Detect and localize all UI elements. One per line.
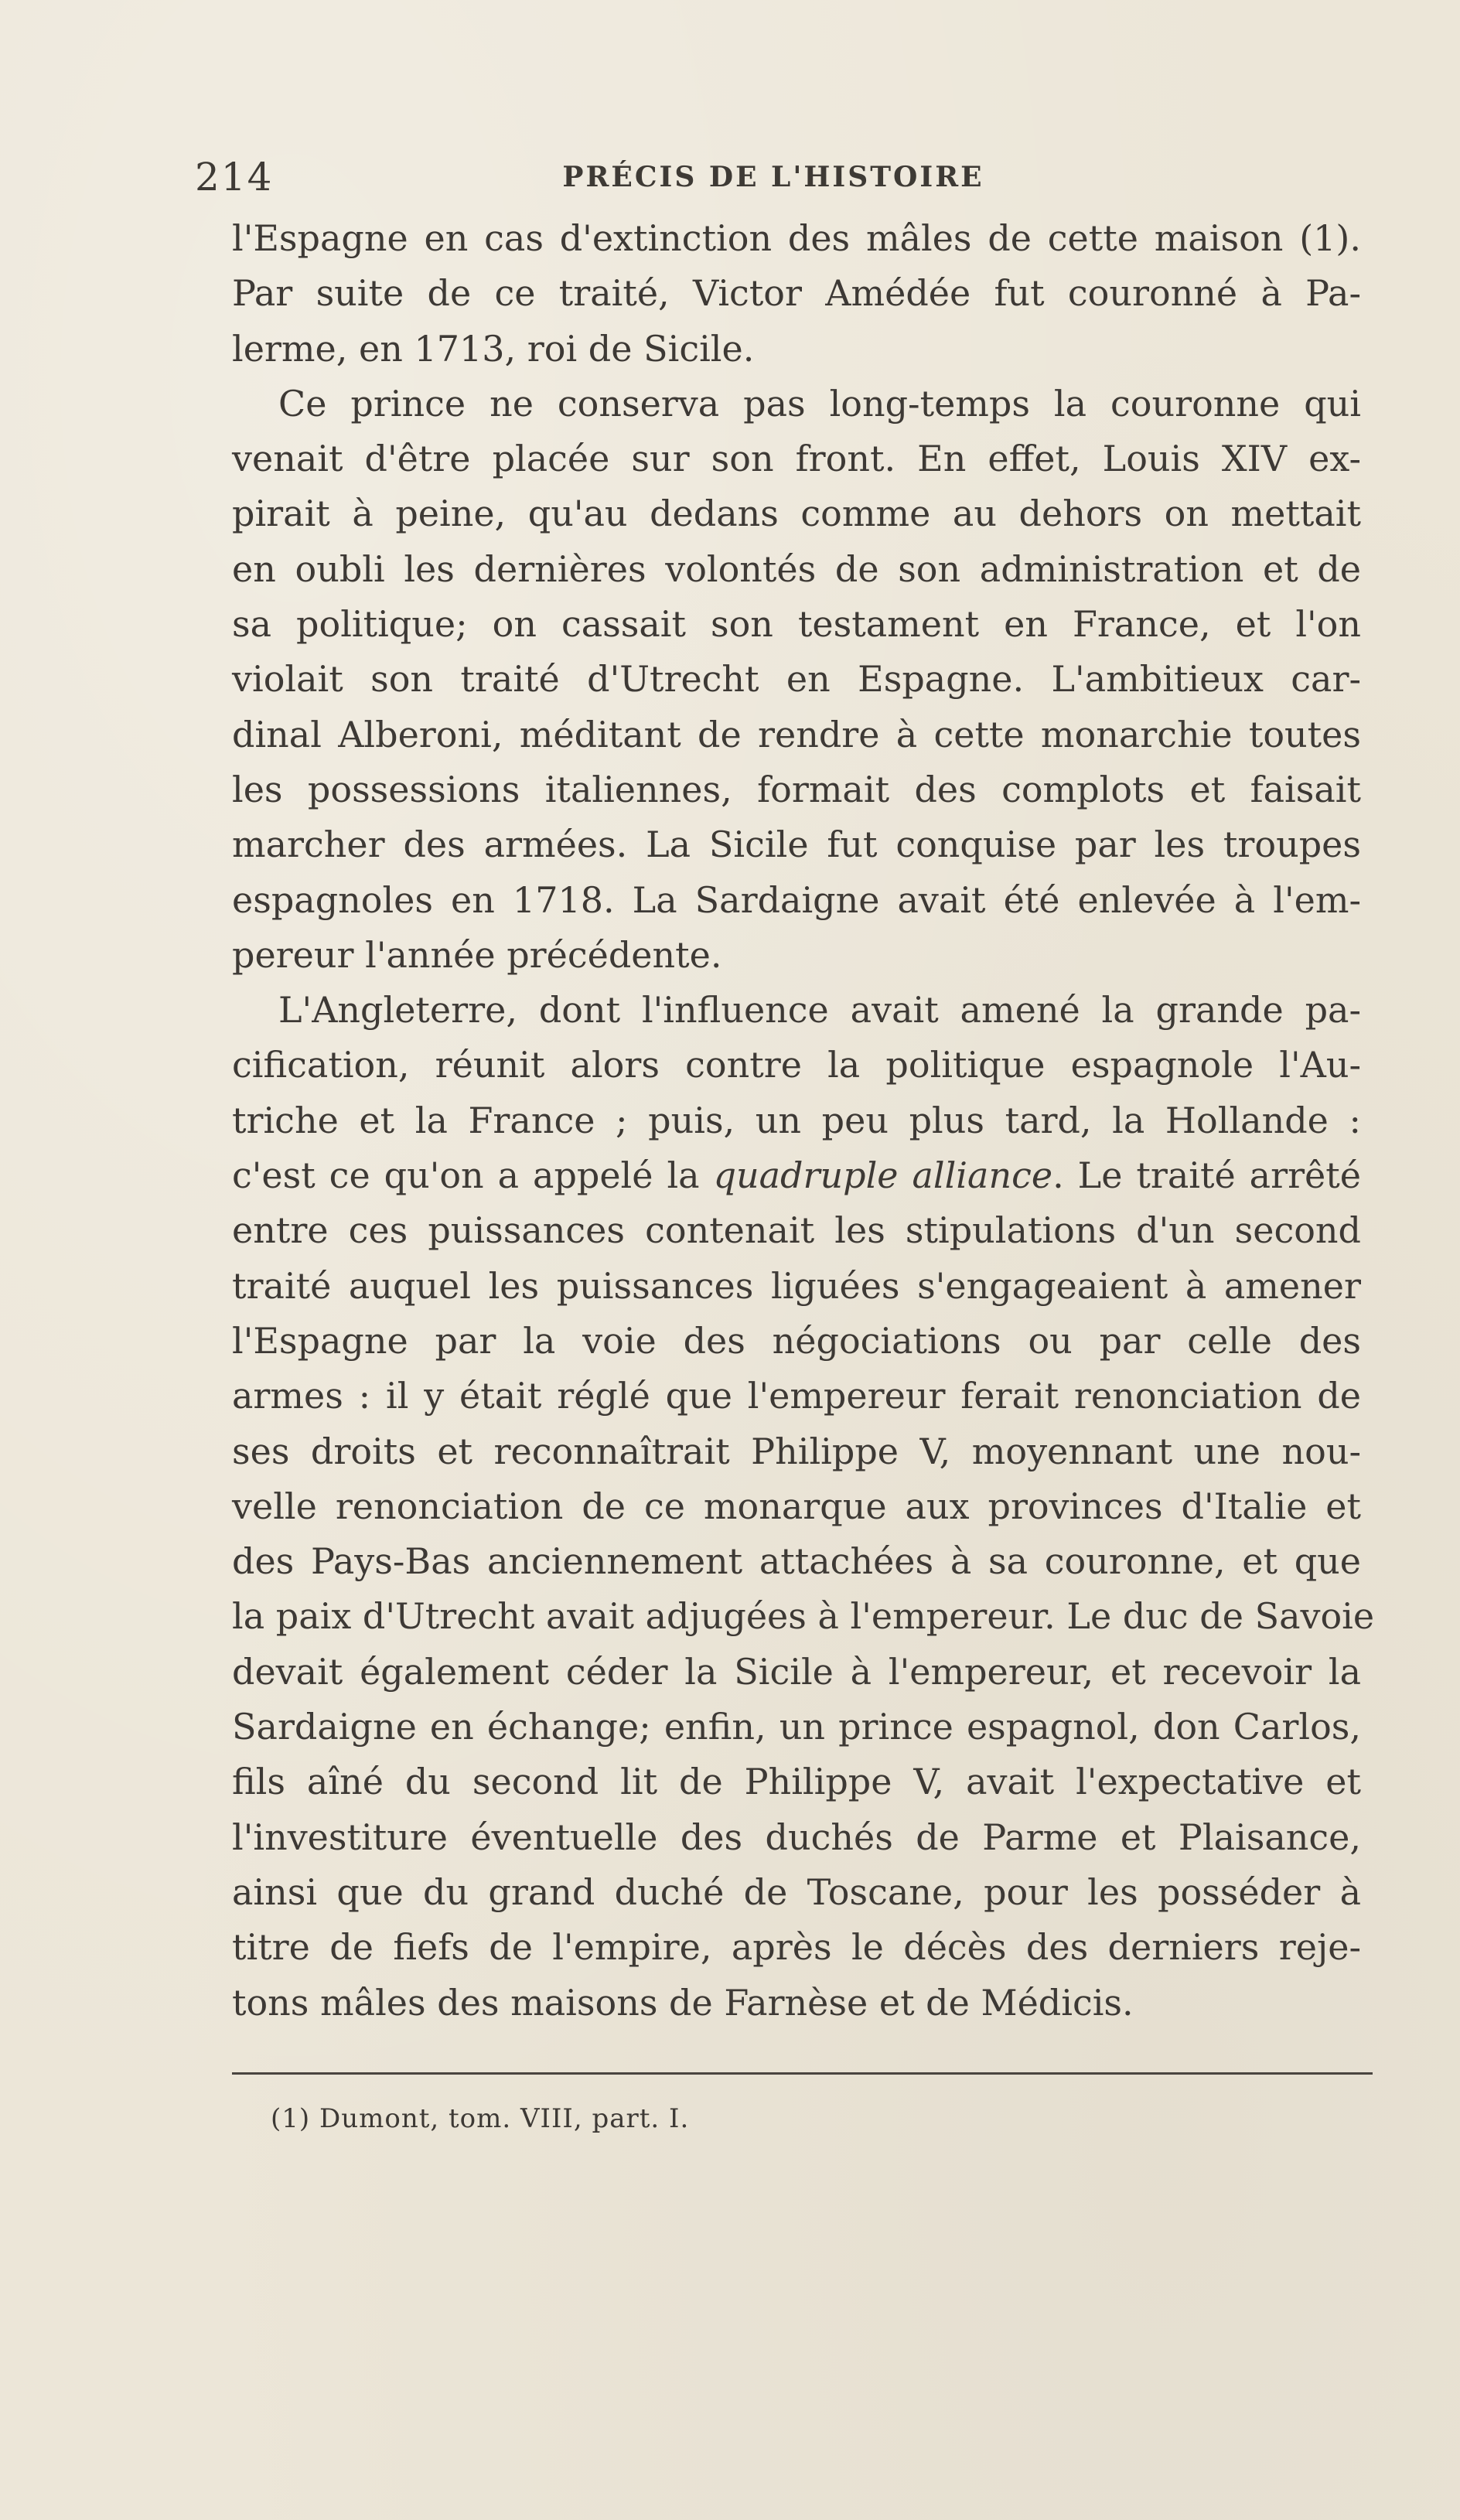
text-line: des Pays-Bas anciennement attachées à sa couronne, et que	[232, 1540, 1361, 1583]
running-head: PRÉCIS DE L'HISTOIRE	[562, 161, 984, 193]
text-line: la paix d'Utrecht avait adjugées à l'empereur. Le duc de Savoie	[232, 1595, 1375, 1638]
text-line: fils aîné du second lit de Philippe V, avait l'expectative et	[232, 1761, 1361, 1803]
text-line: l'Espagne par la voie des négociations ou par celle des	[232, 1319, 1361, 1362]
text-line: ainsi que du grand duché de Toscane, pour les posséder à	[232, 1870, 1361, 1913]
page-number: 214	[195, 155, 274, 199]
page-header	[186, 155, 1361, 201]
text-line: triche et la France ; puis, un peu plus tard, la Hollande :	[232, 1099, 1361, 1141]
paragraph-start-line: L'Angleterre, dont l'influence avait amené la grande pa-	[278, 989, 1361, 1032]
text-line: les possessions italiennes, formait des complots et faisait	[232, 768, 1361, 810]
text-line: l'investiture éventuelle des duchés de Parme et Plaisance,	[232, 1816, 1361, 1858]
footnote: (1) Dumont, tom. VIII, part. I.	[271, 2103, 690, 2134]
text-line: dinal Alberoni, méditant de rendre à cette monarchie toutes	[232, 713, 1361, 755]
text-line: entre ces puissances contenait les stipulations d'un second	[232, 1209, 1361, 1252]
text-line: titre de fiefs de l'empire, après le décès des derniers reje-	[232, 1926, 1361, 1969]
italic-term: quadruple alliance	[713, 1154, 1053, 1197]
text-line: l'Espagne en cas d'extinction des mâles de cette maison (1).	[232, 217, 1361, 259]
text-line: devait également céder la Sicile à l'empereur, et recevoir la	[232, 1650, 1361, 1693]
text-line: violait son traité d'Utrecht en Espagne. L'ambitieux car-	[232, 658, 1361, 701]
text-line: velle renonciation de ce monarque aux provinces d'Italie et	[232, 1485, 1361, 1527]
text-line: pereur l'année précédente.	[232, 933, 722, 976]
text-line: marcher des armées. La Sicile fut conquise par les troupes	[232, 824, 1361, 866]
text-line: c'est ce qu'on a appelé la quadruple alliance. Le traité arrêté	[232, 1154, 1361, 1197]
text-line: Sardaigne en échange; enfin, un prince espagnol, don Carlos,	[232, 1706, 1361, 1748]
body-text	[232, 211, 1375, 2031]
text-line: tons mâles des maisons de Farnèse et de Médicis.	[232, 1981, 1134, 2024]
text-line: lerme, en 1713, roi de Sicile.	[232, 327, 755, 370]
text-line: espagnoles en 1718. La Sardaigne avait été enlevée à l'em-	[232, 878, 1361, 921]
text-line: cification, réunit alors contre la politique espagnole l'Au-	[232, 1044, 1361, 1086]
text-line: pirait à peine, qu'au dedans comme au dehors on mettait	[232, 493, 1361, 535]
text-line: ses droits et reconnaîtrait Philippe V, moyennant une nou-	[232, 1430, 1361, 1472]
text-line: Par suite de ce traité, Victor Amédée fut couronné à Pa-	[232, 272, 1361, 315]
paragraph-start-line: Ce prince ne conserva pas long-temps la couronne qui	[278, 382, 1361, 425]
text-line: sa politique; on cassait son testament en France, et l'on	[232, 603, 1361, 646]
footnote-separator	[232, 2072, 1373, 2075]
text-line: venait d'être placée sur son front. En effet, Louis XIV ex-	[232, 438, 1361, 480]
text-line: en oubli les dernières volontés de son administration et de	[232, 547, 1361, 590]
text-line: armes : il y était réglé que l'empereur ferait renonciation de	[232, 1375, 1361, 1417]
text-line: traité auquel les puissances liguées s'engageaient à amener	[232, 1264, 1361, 1307]
